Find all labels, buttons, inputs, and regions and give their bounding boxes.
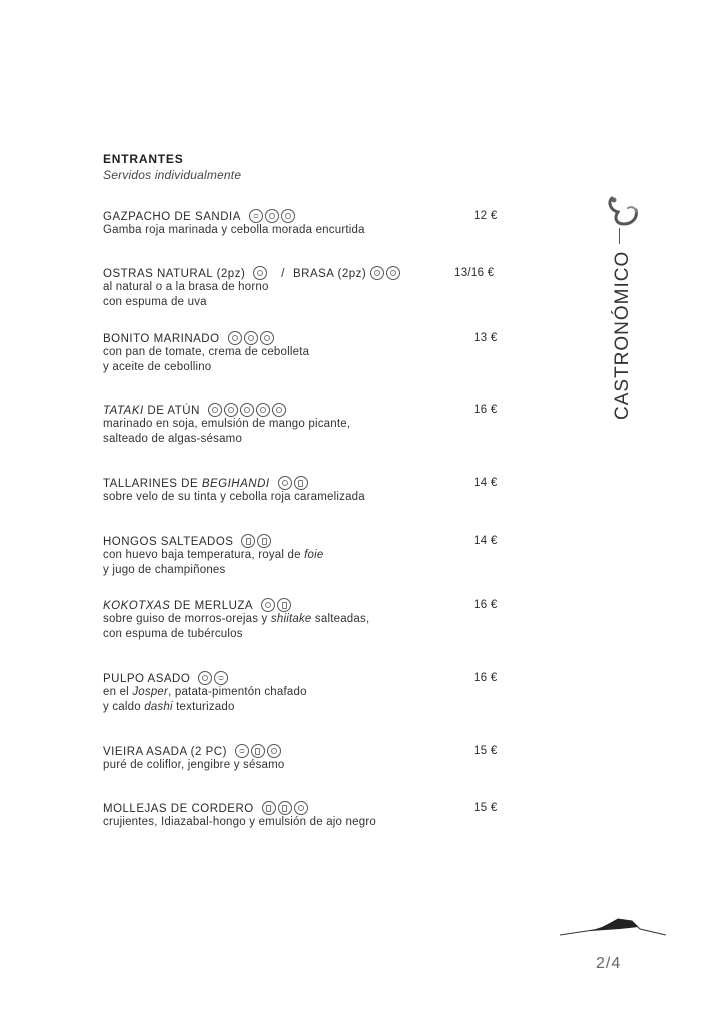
item-description: sobre guiso de morros-orejas y shiitake salteadas, xyxy=(103,613,370,625)
item-description: con espuma de uva xyxy=(103,296,207,308)
item-description: con pan de tomate, crema de cebolleta xyxy=(103,346,310,358)
allergen-icon xyxy=(370,266,384,280)
item-price: 13/16 € xyxy=(454,267,495,279)
page-number: 2/4 xyxy=(596,955,622,972)
item-price: 14 € xyxy=(474,535,498,547)
item-description: y jugo de champiñones xyxy=(103,564,226,576)
item-description: sobre velo de su tinta y cebolla roja caramelizada xyxy=(103,491,365,503)
item-name: OSTRAS NATURAL (2pz) xyxy=(103,268,246,280)
section-subtitle: Servidos individualmente xyxy=(103,168,242,182)
allergen-icon xyxy=(256,403,270,417)
item-name: DE MERLUZA xyxy=(170,600,254,612)
allergen-icon xyxy=(261,598,275,612)
allergen-icon xyxy=(224,403,238,417)
allergen-icon xyxy=(251,744,265,758)
item-description: Gamba roja marinada y cebolla morada encurtida xyxy=(103,224,365,236)
menu-item xyxy=(103,534,503,578)
item-description: crujientes, Idiazabal-hongo y emulsión de ajo negro xyxy=(103,816,376,828)
brand-logo-icon xyxy=(606,196,642,228)
item-description: y caldo dashi texturizado xyxy=(103,701,235,713)
item-name: KOKOTXAS xyxy=(103,600,171,612)
item-price: 15 € xyxy=(474,802,498,814)
allergen-icon xyxy=(241,534,255,548)
allergen-icon xyxy=(294,476,308,490)
menu-item xyxy=(103,744,503,773)
allergen-icon xyxy=(281,209,295,223)
allergen-icon xyxy=(265,209,279,223)
menu-item xyxy=(103,476,503,505)
allergen-icon xyxy=(294,801,308,815)
item-price: 15 € xyxy=(474,745,498,757)
allergen-icon xyxy=(198,671,212,685)
menu-item xyxy=(103,801,503,830)
allergen-icon xyxy=(260,331,274,345)
allergen-icon xyxy=(278,476,292,490)
allergen-icon xyxy=(244,331,258,345)
allergen-icon xyxy=(257,534,271,548)
menu-item xyxy=(103,331,503,375)
item-name: PULPO ASADO xyxy=(103,673,191,685)
item-price: 13 € xyxy=(474,332,498,344)
side-label: CASTRONÓMICO xyxy=(612,250,633,420)
item-name: MOLLEJAS DE CORDERO xyxy=(103,803,254,815)
item-name: HONGOS SALTEADOS xyxy=(103,536,234,548)
item-name: TALLARINES DE xyxy=(103,478,202,490)
allergen-icon xyxy=(208,403,222,417)
menu-item xyxy=(103,598,503,642)
item-price: 14 € xyxy=(474,477,498,489)
menu-item xyxy=(103,209,503,238)
item-description: con huevo baja temperatura, royal de foie xyxy=(103,549,324,561)
item-name: BONITO MARINADO xyxy=(103,333,220,345)
item-description: puré de coliflor, jengibre y sésamo xyxy=(103,759,285,771)
item-description: en el Josper, patata-pimentón chafado xyxy=(103,686,307,698)
menu-item xyxy=(103,403,503,447)
allergen-icon xyxy=(228,331,242,345)
divider xyxy=(619,228,620,244)
allergen-icon xyxy=(235,744,249,758)
allergen-icon xyxy=(262,801,276,815)
item-name: BEGIHANDI xyxy=(201,478,270,490)
mountain-logo-icon xyxy=(560,915,666,937)
item-name: TATAKI xyxy=(103,405,144,417)
item-description: y aceite de cebollino xyxy=(103,361,212,373)
item-name: DE ATÚN xyxy=(143,405,200,417)
item-name: VIEIRA ASADA (2 PC) xyxy=(103,746,227,758)
item-price: 12 € xyxy=(474,210,498,222)
item-name: GAZPACHO DE SANDIA xyxy=(103,211,241,223)
allergen-icon xyxy=(272,403,286,417)
allergen-icon xyxy=(249,209,263,223)
allergen-icon xyxy=(240,403,254,417)
separator: / xyxy=(281,268,285,280)
section-title: ENTRANTES xyxy=(103,152,184,166)
item-description: con espuma de tubérculos xyxy=(103,628,243,640)
allergen-icon xyxy=(386,266,400,280)
allergen-icon xyxy=(214,671,228,685)
menu-item xyxy=(103,671,503,715)
item-price: 16 € xyxy=(474,672,498,684)
item-description: marinado en soja, emulsión de mango picante, xyxy=(103,418,351,430)
allergen-icon xyxy=(267,744,281,758)
item-price: 16 € xyxy=(474,599,498,611)
allergen-icon xyxy=(278,801,292,815)
item-name-alt: BRASA (2pz) xyxy=(292,268,367,280)
menu-item xyxy=(103,266,503,310)
allergen-icon xyxy=(277,598,291,612)
item-price: 16 € xyxy=(474,404,498,416)
item-description: al natural o a la brasa de horno xyxy=(103,281,269,293)
item-description: salteado de algas-sésamo xyxy=(103,433,243,445)
allergen-icon xyxy=(253,266,267,280)
